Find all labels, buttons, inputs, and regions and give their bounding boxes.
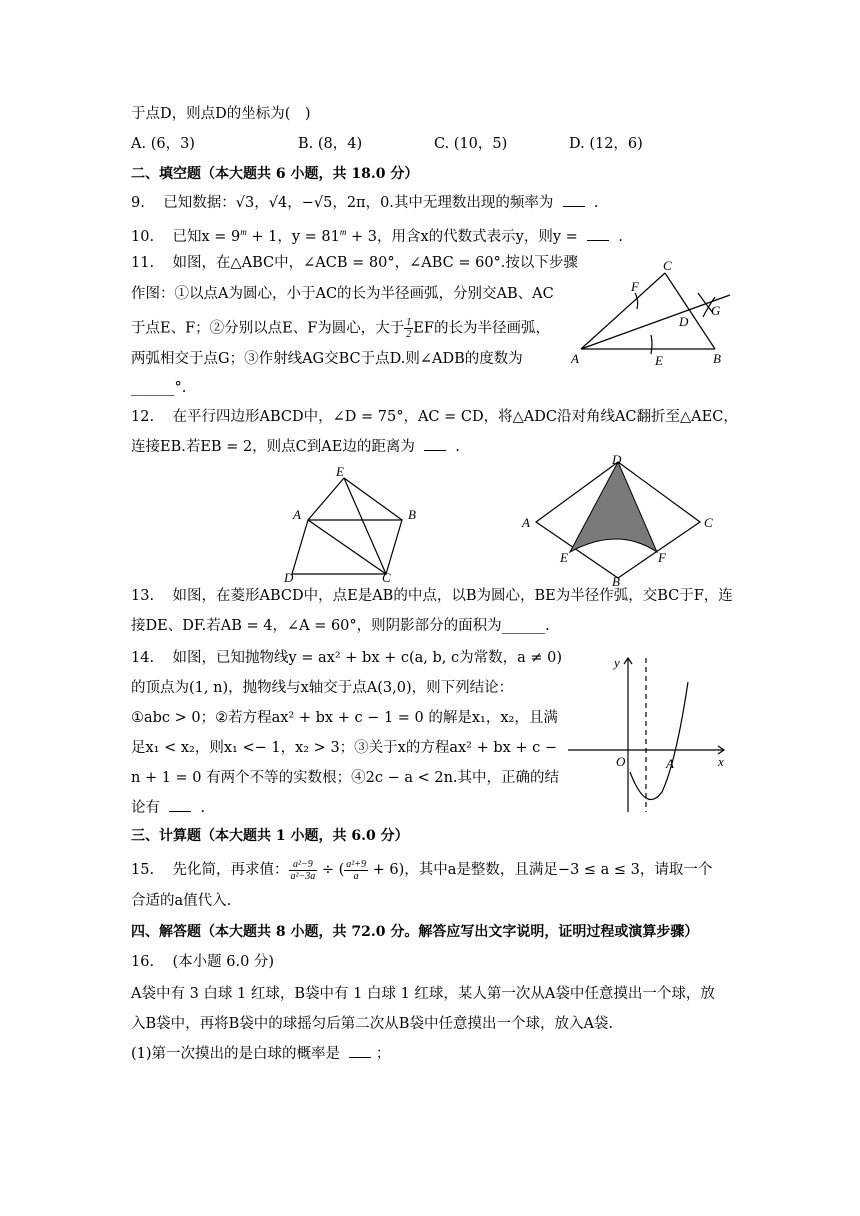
q14-line-4: 足x₁ < x₂，则x₁ <− 1，x₂ > 3；③关于x的方程ax² + bx + c − — [131, 740, 558, 756]
fig13-label-a: A — [522, 515, 530, 530]
q11-fraction: $\frac{1}{2}$ — [406, 317, 412, 340]
fig13-label-b: B — [612, 574, 620, 588]
q16-text-3a: (1)第一次摸出的是白球的概率是 — [131, 1046, 341, 1062]
section-2-heading: 二、填空题（本大题共 6 小题，共 18.0 分） — [131, 166, 419, 182]
q11-line-1 — [131, 253, 578, 273]
q9-number: 9. — [131, 195, 145, 211]
question-9 — [131, 193, 598, 213]
figure-11-triangle — [565, 255, 740, 370]
q12-period: . — [455, 439, 460, 455]
q16-line-1: A袋中有 3 白球 1 红球，B袋中有 1 白球 1 红球，某人第一次从A袋中任意摸出一个球，放 — [131, 986, 715, 1002]
fig12-label-a: A — [293, 507, 301, 522]
fig11-label-g: G — [711, 303, 721, 318]
q11-line-4: 两弧相交于点G；③作射线AG交BC于点D.则∠ADB的度数为 — [131, 351, 523, 367]
q8-option-a: A. (6，3) — [131, 136, 195, 152]
fig12-label-e: E — [336, 464, 344, 479]
fig13-shaded-region — [570, 462, 657, 552]
q16-line-3 — [131, 1044, 390, 1064]
q10-sup-1: m — [240, 227, 247, 237]
q11-number: 11. — [131, 255, 155, 271]
q10-text-b: + 1，y = 81 — [246, 228, 340, 245]
question-10 — [131, 222, 623, 247]
fig12-label-d: D — [284, 570, 294, 584]
q12-text-1: 在平行四边形ABCD中，∠D = 75°，AC = CD，将△ADC沿对角线AC翻折至△AEC， — [172, 409, 738, 425]
q10-text-c: + 3，用含x的代数式表示y，则y = — [346, 228, 578, 245]
q16-number: 16. — [131, 954, 155, 970]
q12-text-2a: 连接EB.若EB = 2，则点C到AE边的距离为 — [131, 439, 415, 455]
fig13-label-c: C — [704, 515, 713, 530]
q8-tail: 于点D，则点D的坐标为( ) — [131, 106, 311, 122]
q16-score: (本小题 6.0 分) — [172, 954, 275, 970]
q14-text-1: 如图，已知抛物线y = ax² + bx + c(a, b, c为常数，a ≠ 0) — [172, 650, 563, 666]
figure-13-rhombus — [512, 452, 722, 588]
fig14-label-a: A — [666, 756, 674, 771]
q15-fraction-2: $\frac{\text{a²+9}}{a}$ — [346, 858, 367, 882]
q11-line-5: ______°. — [131, 380, 187, 396]
q14-number: 14. — [131, 650, 155, 666]
q12-line-2 — [131, 437, 460, 457]
fig11-label-c: C — [663, 258, 672, 273]
q11-line-2: 作图：①以点A为圆心，小于AC的长为半径画弧，分别交AB、AC — [131, 286, 554, 302]
q13-line-2: 接DE、DF.若AB = 4，∠A = 60°，则阴影部分的面积为______. — [131, 618, 550, 634]
q12-line-1 — [131, 407, 738, 427]
q14-answer-blank[interactable] — [169, 799, 191, 812]
q16-answer-blank[interactable] — [349, 1045, 371, 1058]
q15-number: 15. — [131, 862, 155, 878]
q14-period: . — [200, 800, 206, 816]
q15-fraction-1: $\frac{\text{a²−9}}{\text{a²−3a}}$ — [290, 858, 316, 882]
fig13-label-d: D — [612, 452, 622, 467]
fig11-label-b: B — [713, 351, 721, 366]
q14-line-2: 的顶点为(1, n)，抛物线与x轴交于点A(3,0)，则下列结论： — [131, 680, 514, 696]
fig12-label-b: B — [408, 507, 416, 522]
figure-12-parallelogram — [278, 462, 428, 584]
q8-option-d: D. (12，6) — [569, 136, 643, 152]
q16-semicolon: ； — [375, 1046, 391, 1062]
q11-text-3a: 于点E、F；②分别以点E、F为圆心，大于 — [131, 320, 405, 337]
fig13-label-e: E — [560, 550, 568, 565]
figure-14-parabola — [566, 652, 734, 817]
q9-answer-blank[interactable] — [563, 194, 585, 207]
q10-sup-2: m — [339, 227, 347, 237]
fig14-label-x: x — [718, 754, 724, 769]
q14-line-6 — [131, 798, 205, 818]
q12-answer-blank[interactable] — [424, 438, 446, 451]
fig14-label-y: y — [614, 655, 620, 670]
q8-option-b: B. (8，4) — [298, 136, 363, 152]
q16-heading — [131, 952, 274, 972]
q12-number: 12. — [131, 409, 155, 425]
fig11-label-d: D — [679, 314, 689, 329]
fig14-label-o: O — [616, 754, 626, 769]
fig11-label-f: F — [631, 279, 639, 294]
q8-option-c: C. (10，5) — [434, 136, 508, 152]
q15-text-1a: 先化简，再求值： — [172, 862, 289, 878]
fig12-label-c: C — [382, 570, 391, 584]
q13-text-1: 如图，在菱形ABCD中，点E是AB的中点，以B为圆心，BE为半径作弧，交BC于F，连 — [172, 588, 733, 604]
q15-divide: ÷ ( — [321, 862, 345, 878]
q15-text-1b: + 6)，其中a是整数，且满足−3 ≤ a ≤ 3，请取一个 — [372, 862, 713, 878]
section-4-heading: 四、解答题（本大题共 8 小题，共 72.0 分。解答应写出文字说明，证明过程或演算步骤） — [131, 924, 699, 940]
q14-line-3: ①abc > 0；②若方程ax² + bx + c − 1 = 0 的解是x₁，x₂，且满 — [131, 710, 558, 726]
q10-text-a: 已知x = 9 — [172, 228, 241, 245]
fig11-label-a: A — [571, 351, 579, 366]
q15-line-2: 合适的a值代入. — [131, 893, 232, 909]
q11-text-3b: EF的长为半径画弧， — [413, 320, 550, 337]
q10-number: 10. — [131, 228, 155, 245]
q16-line-2: 入B袋中，再将B袋中的球摇匀后第二次从B袋中任意摸出一个球，放入A袋. — [131, 1016, 614, 1032]
q15-line-1 — [131, 857, 712, 883]
q9-text: 已知数据：√3，√4，−√5，2π，0.其中无理数出现的频率为 — [163, 195, 554, 211]
q11-text-1: 如图，在△ABC中，∠ACB = 80°，∠ABC = 60°.按以下步骤 — [172, 255, 578, 271]
q14-line-1 — [131, 648, 562, 668]
q11-line-3 — [131, 317, 550, 340]
q13-line-1 — [131, 586, 733, 606]
fig13-label-f: F — [658, 550, 666, 565]
q9-period: . — [593, 195, 599, 211]
section-3-heading: 三、计算题（本大题共 1 小题，共 6.0 分） — [131, 828, 409, 844]
q13-number: 13. — [131, 588, 155, 604]
q14-text-6a: 论有 — [131, 800, 160, 816]
q10-answer-blank[interactable] — [587, 228, 609, 241]
q10-period: . — [618, 228, 623, 245]
q14-line-5: n + 1 = 0 有两个不等的实数根；④2c − a < 2n.其中，正确的结 — [131, 770, 560, 786]
fig11-label-e: E — [655, 353, 663, 368]
